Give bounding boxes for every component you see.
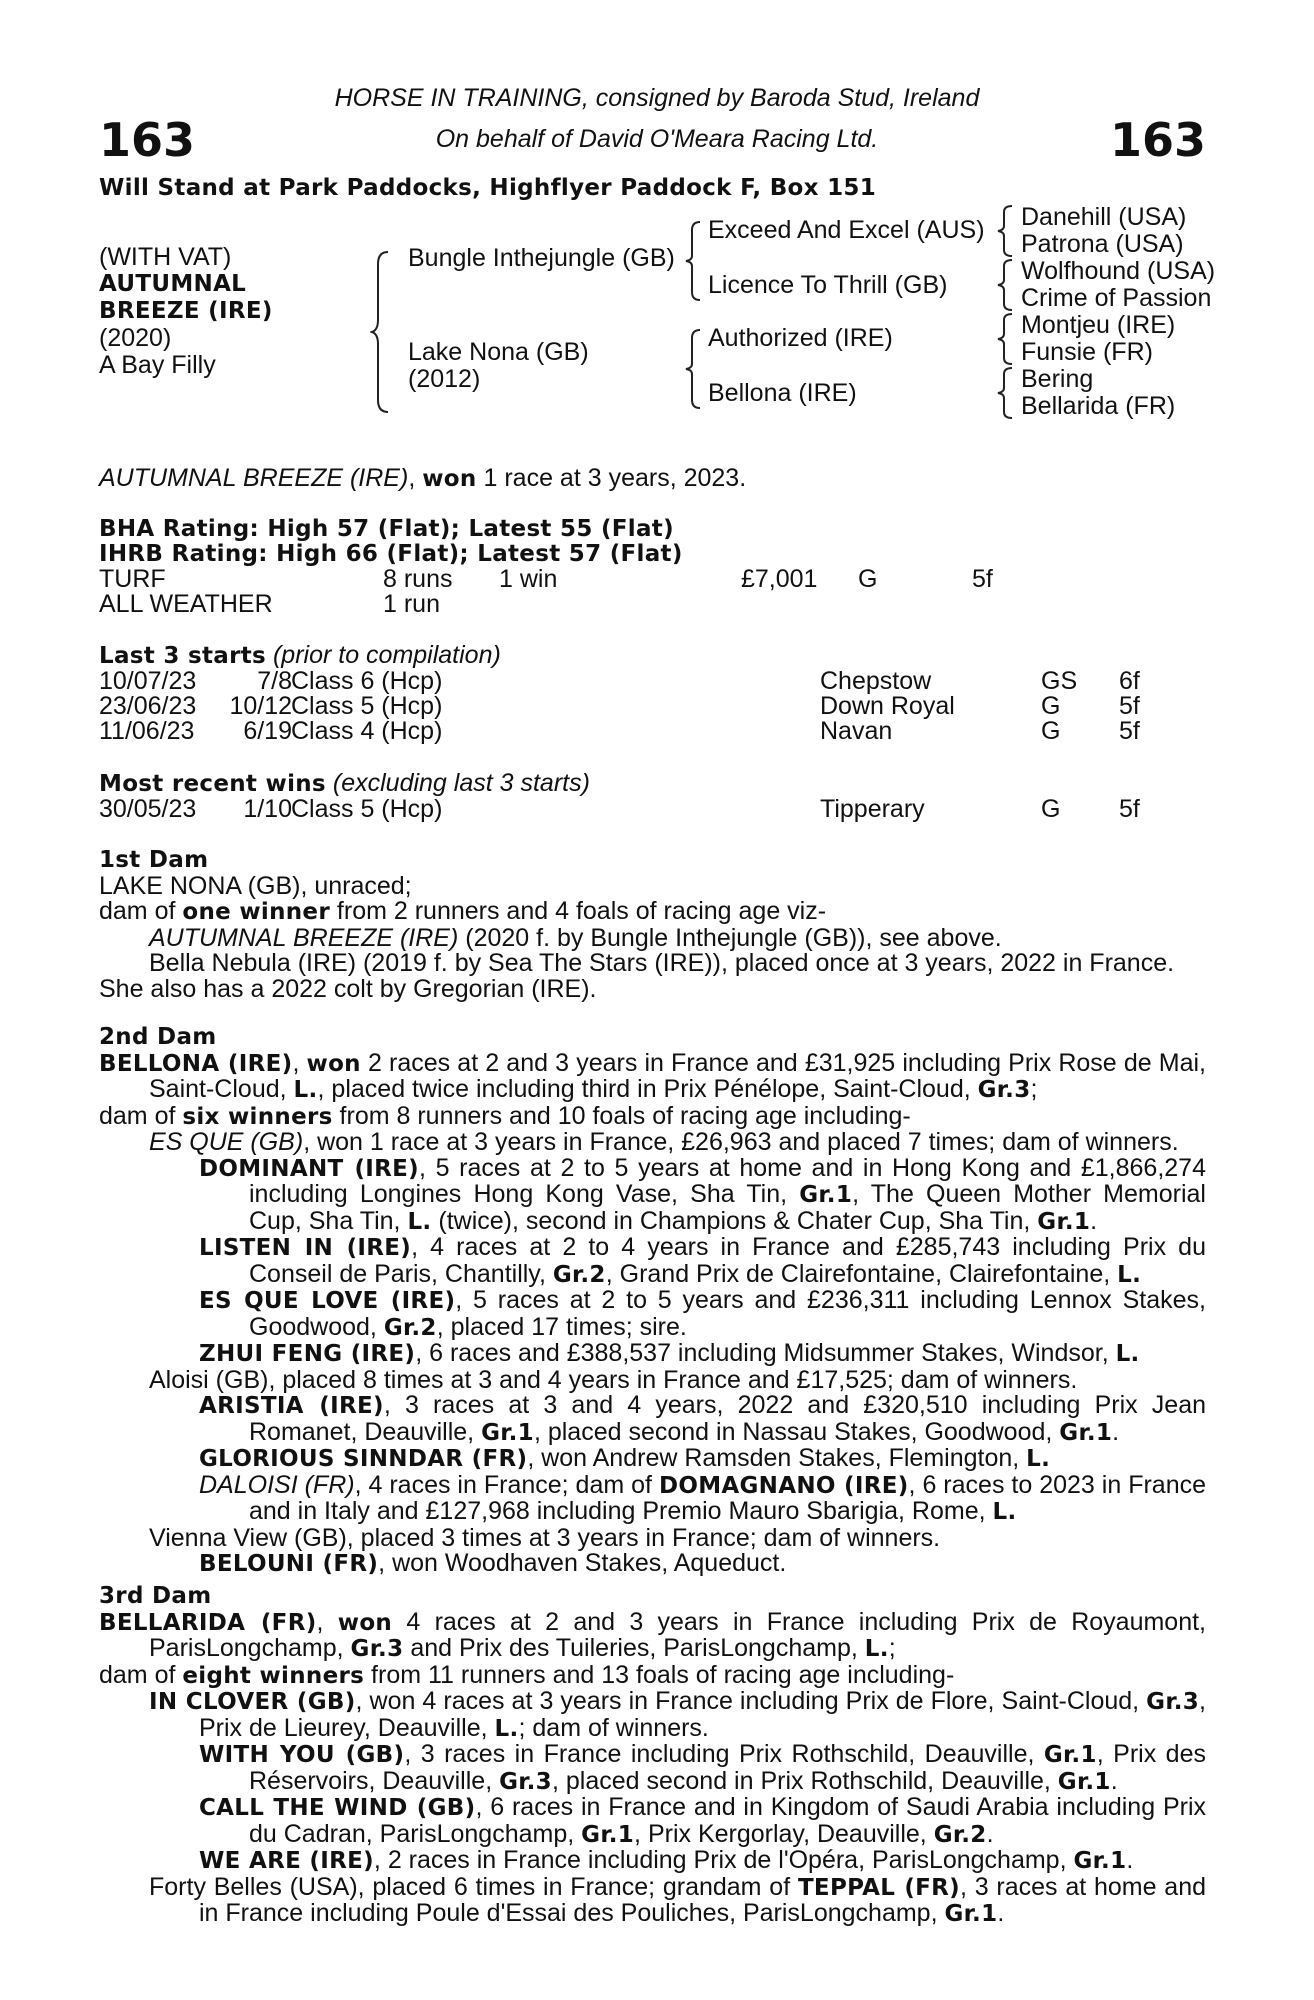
produce-name: DALOISI (FR) (199, 1470, 355, 1499)
dam-name: BELLONA (IRE) (99, 1050, 293, 1077)
pedigree-gg-4: Crime of Passion (1021, 284, 1212, 312)
dam-name: BELLARIDA (FR) (99, 1609, 317, 1636)
text: , placed 17 times; sire. (436, 1312, 687, 1341)
first-dam-produce-line (99, 899, 1206, 926)
produce-name: GLORIOUS SINNDAR (FR) (199, 1446, 528, 1472)
won: won (337, 1609, 393, 1636)
produce-name: ZHUI FENG (IRE) (199, 1341, 416, 1367)
first-dam-section (99, 848, 1206, 1002)
produce-entry (99, 1153, 1206, 1236)
horse-name-line-2: BREEZE (IRE) (99, 298, 273, 324)
start-class: Class 5 (Hcp) (291, 692, 443, 720)
produce-entry (99, 1689, 1206, 1742)
text: , Prix des Réservoirs, Deauville, (249, 1740, 1206, 1795)
start-distance: 6f (1119, 667, 1140, 695)
text: , 5 races at 2 to 5 years at home and in Hong Kong and £1,866,274 including Longines Hong Kong Vase, Sha Tin, (249, 1153, 1206, 1208)
text: and Prix des Tuileries, ParisLongchamp, (403, 1634, 865, 1662)
text: 4 races at 2 and 3 years in France including Prix de Royaumont, ParisLongchamp, (149, 1607, 1206, 1662)
produce-name: ARISTIA (IRE) (199, 1393, 384, 1419)
turf-distance: 5f (972, 565, 993, 593)
grade: Gr.3 (350, 1636, 404, 1662)
produce-entry (99, 1130, 1206, 1156)
produce-entry (99, 1470, 1206, 1526)
win-going: G (1041, 795, 1061, 823)
third-dam-produce-line (99, 1660, 1206, 1690)
aw-record (99, 592, 699, 617)
start-row (99, 719, 1199, 744)
text: (twice), second in Champions & Chater Cup, Sha Tin, (431, 1206, 1038, 1235)
pedigree-dam-dam: Bellona (IRE) (708, 379, 857, 407)
second-dam-section (99, 1025, 1206, 1578)
text: . (1110, 1766, 1118, 1795)
pedigree-brace-g3 (996, 312, 1016, 366)
text: , 2 races in France including Prix de l'Opéra, ParisLongchamp, (373, 1846, 1074, 1874)
pedigree-dam-sire: Authorized (IRE) (708, 324, 893, 352)
second-dam-record (99, 1048, 1206, 1104)
text: , 6 races and £388,537 including Midsummer Stakes, Windsor, (415, 1339, 1116, 1367)
third-dam-title: 3rd Dam (99, 1583, 212, 1609)
produce-entry (99, 1551, 1206, 1578)
produce-name: LISTEN IN (IRE) (199, 1235, 412, 1261)
text: 2 races at 2 and 3 years in France and £31,925 including Prix Rose de Mai, Saint-Cloud, (149, 1048, 1206, 1103)
produce-entry (99, 1393, 1206, 1446)
win-distance: 5f (1119, 795, 1140, 823)
horse-name-line-1: AUTUMNAL (99, 271, 247, 297)
first-dam-title: 1st Dam (99, 847, 209, 873)
text: , won Andrew Ramsden Stakes, Flemington, (527, 1444, 1027, 1472)
pedigree-gg-7: Bering (1021, 365, 1094, 393)
start-class: Class 6 (Hcp) (291, 667, 443, 695)
horse-description: A Bay Filly (99, 351, 216, 379)
produce-text: , won 1 race at 3 years in France, £26,963 and placed 7 times; dam of winners. (303, 1128, 1179, 1156)
start-position: 6/19 (243, 717, 292, 745)
produce-name: DOMAGNANO (IRE) (658, 1472, 909, 1499)
lot-number-left: 163 (99, 113, 196, 167)
pedigree-brace-g4 (996, 366, 1016, 420)
text: from 11 runners and 13 foals of racing age including- (364, 1660, 955, 1689)
start-position: 10/12 (229, 692, 292, 720)
text: dam of (99, 1660, 183, 1689)
text: . (1112, 1417, 1120, 1446)
pedigree-brace-sire (684, 220, 704, 302)
text: ; dam of winners. (518, 1713, 709, 1742)
produce-entry (99, 1446, 1206, 1473)
produce-entry: Bella Nebula (IRE) (2019 f. by Sea The Stars (IRE)), placed once at 3 years, 2022 in France. (149, 949, 1175, 977)
text: , Grand Prix de Clairefontaine, Clairefontaine, (605, 1259, 1118, 1288)
winners-count: eight winners (182, 1662, 365, 1689)
second-dam-title: 2nd Dam (99, 1024, 217, 1050)
race-summary: AUTUMNAL BREEZE (IRE), won 1 race at 3 years, 2023. (99, 464, 747, 492)
recent-wins-title: Most recent wins (99, 771, 326, 797)
grade: Gr.3 (499, 1768, 552, 1795)
text: . (986, 1819, 994, 1848)
summary-horse-name: AUTUMNAL BREEZE (IRE) (99, 464, 409, 492)
text: , 3 races at 3 and 4 years, 2022 and £320,510 including Prix Jean Romanet, Deauville, (249, 1391, 1207, 1446)
text: , won 4 races at 3 years in France including Prix de Flore, Saint-Cloud, (355, 1687, 1147, 1715)
start-date: 11/06/23 (99, 717, 195, 745)
grade: Gr.1 (944, 1901, 998, 1927)
start-course: Down Royal (820, 692, 955, 720)
turf-going: G (858, 565, 878, 593)
produce-entry (99, 1848, 1206, 1875)
text: , placed second in Prix Rothschild, Deauville, (551, 1766, 1058, 1795)
pedigree-sire-sire: Exceed And Excel (AUS) (708, 216, 985, 244)
pedigree-brace-dam (684, 328, 704, 410)
pedigree-brace-g2 (996, 258, 1016, 312)
pedigree-gg-8: Bellarida (FR) (1021, 392, 1176, 420)
text: , 4 races in France; dam of (354, 1470, 659, 1499)
pedigree-gg-3: Wolfhound (USA) (1021, 257, 1216, 285)
produce-entry: Aloisi (GB), placed 8 times at 3 and 4 years in France and £17,525; dam of winners. (149, 1365, 1078, 1394)
grade: Gr.2 (933, 1821, 987, 1848)
text: from 2 runners and 4 foals of racing age viz- (329, 897, 827, 925)
start-course: Navan (820, 717, 893, 745)
text: ; (888, 1634, 896, 1662)
text: , 6 races in France and in Kingdom of Saudi Arabia including Prix du Cadran, ParisLongchamp, (249, 1793, 1207, 1848)
grade: Gr.1 (581, 1821, 635, 1848)
produce-entry (99, 1872, 1207, 1928)
recent-wins-note: (excluding last 3 starts) (325, 769, 590, 797)
win-class: Class 5 (Hcp) (291, 795, 443, 823)
produce-name: WE ARE (IRE) (199, 1848, 374, 1874)
produce-text: (2020 f. by Bungle Inthejungle (GB)), see above. (458, 923, 1002, 952)
pedigree-dam: Lake Nona (GB) (408, 338, 589, 366)
grade: L. (494, 1715, 519, 1742)
produce-name: ES QUE (GB) (149, 1128, 304, 1156)
pedigree-sire: Bungle Inthejungle (GB) (408, 244, 675, 272)
text: from 8 runners and 10 foals of racing age including- (332, 1101, 911, 1130)
grade: L. (1117, 1261, 1142, 1288)
start-distance: 5f (1119, 717, 1140, 745)
produce-entry (99, 1341, 1206, 1368)
turf-runs: 8 runs (383, 565, 453, 593)
text: , 5 races at 2 to 5 years and £236,311 including Lennox Stakes, Goodwood, (249, 1286, 1206, 1341)
grade: L. (992, 1499, 1017, 1525)
third-dam-section (99, 1584, 1206, 1928)
produce-name: DOMINANT (IRE) (199, 1155, 419, 1182)
text: Forty Belles (USA), placed 6 times in France; grandam of (149, 1872, 798, 1901)
text: , 3 races in France including Prix Rothschild, Deauville, (404, 1740, 1044, 1768)
text: . (997, 1899, 1005, 1927)
recent-wins-heading (99, 771, 590, 798)
start-distance: 5f (1119, 692, 1140, 720)
first-dam-line: LAKE NONA (GB), unraced; (99, 871, 412, 900)
aw-label: ALL WEATHER (99, 590, 273, 618)
grade: Gr.1 (1059, 1419, 1113, 1446)
start-row (99, 669, 1199, 694)
turf-label: TURF (99, 565, 166, 593)
start-class: Class 4 (Hcp) (291, 717, 443, 745)
grade: Gr.3 (1146, 1689, 1200, 1715)
pedigree-gg-1: Danehill (USA) (1021, 203, 1187, 231)
grade: Gr.2 (383, 1314, 437, 1341)
text: , The Queen Mother Memorial Cup, Sha Tin, (249, 1180, 1206, 1235)
pedigree-brace-main (370, 250, 394, 415)
grade: L. (864, 1636, 889, 1662)
text: dam of (99, 1101, 183, 1130)
produce-entry (99, 1742, 1206, 1795)
text: , Prix Kergorlay, Deauville, (634, 1819, 934, 1848)
third-dam-record (99, 1607, 1206, 1663)
text: , (316, 1607, 338, 1636)
last-starts-note: (prior to compilation) (266, 641, 501, 669)
text: , Prix de Lieurey, Deauville, (199, 1687, 1206, 1742)
produce-entry (99, 923, 1206, 952)
produce-name: CALL THE WIND (GB) (199, 1795, 476, 1821)
text: , placed second in Nassau Stakes, Goodwood, (533, 1417, 1060, 1446)
grade: Gr.1 (1073, 1848, 1127, 1874)
grade: L. (1115, 1341, 1140, 1367)
win-date: 30/05/23 (99, 795, 197, 823)
consignment-line-1: HORSE IN TRAINING, consigned by Baroda Stud, Ireland (334, 84, 980, 112)
start-course: Chepstow (820, 667, 932, 695)
pedigree-brace-g1 (996, 204, 1016, 258)
start-going: GS (1041, 667, 1078, 695)
produce-name: TEPPAL (FR) (797, 1874, 960, 1901)
text: dam of (99, 897, 183, 925)
grade: Gr.1 (1037, 1208, 1091, 1235)
pedigree-gg-5: Montjeu (IRE) (1021, 311, 1176, 339)
produce-entry: Vienna View (GB), placed 3 times at 3 years in France; dam of winners. (149, 1523, 941, 1552)
winners-count: six winners (182, 1103, 333, 1130)
grade: L. (1026, 1446, 1051, 1472)
pedigree-sire-dam: Licence To Thrill (GB) (708, 271, 948, 299)
grade: Gr.1 (1057, 1768, 1111, 1795)
lot-number-right: 163 (1109, 113, 1206, 167)
last-starts-title: Last 3 starts (99, 643, 267, 669)
horse-year: (2020) (99, 324, 172, 352)
summary-won: won (422, 466, 477, 492)
pedigree-gg-2: Patrona (USA) (1021, 230, 1184, 258)
bha-rating: BHA Rating: High 57 (Flat); Latest 55 (Flat) (99, 516, 674, 542)
win-position: 1/10 (243, 795, 292, 823)
won: won (306, 1050, 361, 1077)
grade: Gr.2 (552, 1261, 606, 1288)
text: . (1126, 1846, 1134, 1874)
turf-prize: £7,001 (741, 565, 818, 593)
produce-name: ES QUE LOVE (IRE) (199, 1288, 456, 1314)
second-dam-produce-line (99, 1101, 1206, 1131)
text: , 6 races to 2023 in France and in Italy and £127,968 including Premio Mauro Sbarigia, Rome, (249, 1470, 1206, 1525)
stand-location: Will Stand at Park Paddocks, Highflyer Paddock F, Box 151 (99, 175, 877, 201)
start-date: 10/07/23 (99, 667, 197, 695)
text: , placed twice including third in Prix Pénélope, Saint-Cloud, (317, 1075, 978, 1103)
grade: Gr.1 (1043, 1742, 1097, 1768)
ihrb-rating: IHRB Rating: High 66 (Flat); Latest 57 (Flat) (99, 541, 683, 567)
text: . (1090, 1206, 1098, 1235)
text: , 3 races at home and in France including Poule d'Essai des Pouliches, ParisLongchamp, (199, 1872, 1207, 1927)
aw-runs: 1 run (383, 590, 440, 618)
start-row (99, 694, 1199, 719)
consignment-line-2: On behalf of David O'Meara Racing Ltd. (435, 125, 879, 153)
first-dam-note: She also has a 2022 colt by Gregorian (IRE). (99, 974, 597, 1003)
produce-entry (99, 1795, 1206, 1848)
start-going: G (1041, 717, 1061, 745)
turf-wins: 1 win (499, 565, 558, 593)
text: , 4 races at 2 to 4 years in France and £285,743 including Prix du Conseil de Paris, Chantilly, (249, 1233, 1206, 1288)
grade: Gr.3 (977, 1077, 1031, 1103)
produce-name: AUTUMNAL BREEZE (IRE) (149, 923, 459, 952)
last-starts-heading (99, 643, 501, 670)
produce-entry (99, 1235, 1206, 1288)
text: ; (1030, 1075, 1038, 1103)
grade: L. (293, 1077, 318, 1103)
win-course: Tipperary (820, 795, 925, 823)
vat-note: (WITH VAT) (99, 243, 232, 271)
pedigree-dam-year: (2012) (408, 365, 481, 393)
turf-record (99, 567, 1199, 592)
summary-text: 1 race at 3 years, 2023. (476, 464, 747, 492)
produce-name: IN CLOVER (GB) (149, 1689, 356, 1715)
text: , won Woodhaven Stakes, Aqueduct. (378, 1549, 787, 1577)
start-going: G (1041, 692, 1061, 720)
start-position: 7/8 (257, 667, 292, 695)
pedigree-gg-6: Funsie (FR) (1021, 338, 1153, 366)
grade: Gr.1 (481, 1419, 534, 1446)
start-date: 23/06/23 (99, 692, 197, 720)
win-row (99, 797, 1199, 822)
produce-name: BELOUNI (FR) (199, 1551, 379, 1577)
winners-count: one winner (182, 899, 330, 925)
produce-entry (99, 1288, 1206, 1341)
grade: L. (407, 1208, 432, 1235)
grade: Gr.1 (799, 1182, 853, 1208)
text: , (292, 1048, 307, 1077)
produce-name: WITH YOU (GB) (199, 1742, 405, 1768)
